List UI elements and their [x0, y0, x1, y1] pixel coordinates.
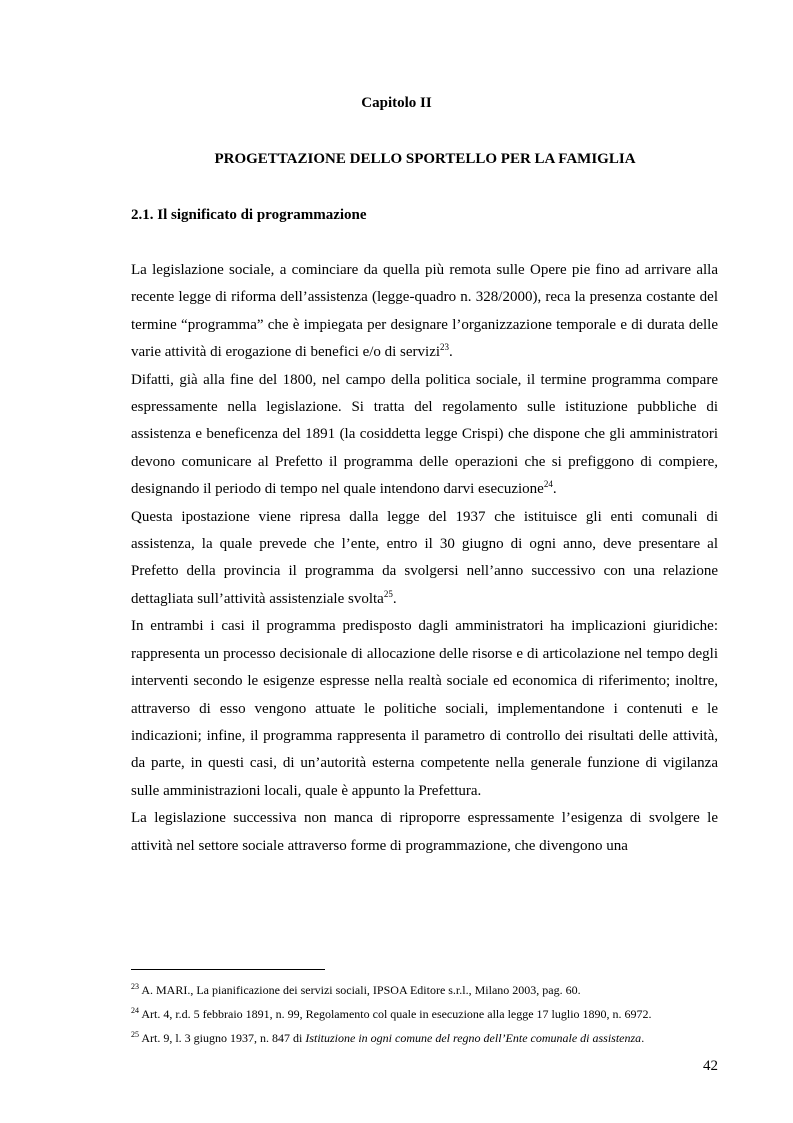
chapter-heading: Capitolo II [361, 95, 432, 111]
chapter-title: PROGETTAZIONE DELLO SPORTELLO PER LA FAMIGLIA [214, 151, 636, 167]
footnote-tail: . [641, 1031, 645, 1045]
footnote [131, 978, 731, 1002]
footnote-text: Art. 9, l. 3 giugno 1937, n. 847 di [139, 1031, 306, 1045]
footnote-number: 25 [131, 1030, 139, 1039]
paragraph-tail: . [392, 590, 397, 607]
footnote-separator [131, 969, 325, 970]
paragraph-text: La legislazione successiva non manca di riproporre espressamente l’esigenza di svolgere le attività nel settore sociale attraverso forme di programmazione, che divengono una [131, 810, 718, 854]
footnotes [131, 978, 731, 1050]
footnote-ref: 24 [543, 479, 553, 490]
paragraph [131, 613, 718, 805]
paragraph-tail: . [552, 481, 557, 498]
paragraph-text: La legislazione sociale, a cominciare da quella più remota sulle Opere pie fino ad arrivare alla recente legge di riforma dell’assistenza (legge-quadro n. 328/2000), reca la presenza costante del termine “programma” che è impiegata per designare l’organizzazione temporale e di durata delle varie attività di erogazione di benefici e/o di servizi [131, 262, 718, 361]
body-text [131, 257, 718, 860]
footnote-italic-title: Istituzione in ogni comune del regno dell’Ente comunale di assistenza [305, 1031, 642, 1045]
footnote-text: A. MARI., La pianificazione dei servizi sociali, IPSOA Editore s.r.l., Milano 2003, pag. 60. [139, 983, 581, 997]
paragraph [131, 805, 718, 860]
paragraph [131, 367, 718, 504]
footnote [131, 1026, 731, 1050]
footnote-ref: 23 [440, 342, 450, 353]
footnote-number: 23 [131, 982, 139, 991]
footnote-ref: 25 [383, 588, 393, 599]
paragraph-text: In entrambi i casi il programma predisposto dagli amministratori ha implicazioni giuridiche: rappresenta un processo decisionale di allocazione delle risorse e di articolazione nel tempo degli interventi secondo le esigenze espresse nella realtà sociale ed economica di riferimento; inoltre, attraverso di esso vengono attuate le politiche sociali, implementandone i contenuti e le indicazioni; infine, il programma rappresenta il parametro di controllo dei risultati delle attività, da parte, in questi casi, di un’autorità esterna competente nella generale funzione di vigilanza sulle amministrazioni locali, quale è appunto la Prefettura. [131, 618, 718, 799]
paragraph-text: Questa ipostazione viene ripresa dalla legge del 1937 che istituisce gli enti comunali di assistenza, la quale prevede che l’ente, entro il 30 giugno di ogni anno, deve presentare al Prefetto della provincia il programma da svolgersi nell’anno successivo con una relazione dettagliata sull’attività assistenziale svolta [131, 508, 718, 607]
paragraph [131, 257, 718, 367]
paragraph [131, 504, 718, 614]
footnote-number: 24 [131, 1006, 139, 1015]
paragraph-tail: . [449, 344, 453, 361]
page-number: 42 [703, 1058, 718, 1074]
paragraph-text: Difatti, già alla fine del 1800, nel campo della politica sociale, il termine programma compare espressamente nella legislazione. Si tratta del regolamento sulle istituzione pubbliche di assistenza e beneficenza del 1891 (la cosiddetta legge Crispi) che dispone che gli amministratori devono comunicare al Prefetto il programma delle operazioni che si prefiggono di compiere, designando il periodo di tempo nel quale intendono darvi esecuzione [131, 371, 718, 498]
section-heading: 2.1. Il significato di programmazione [131, 207, 367, 223]
footnote [131, 1002, 731, 1026]
footnote-text: Art. 4, r.d. 5 febbraio 1891, n. 99, Regolamento col quale in esecuzione alla legge 17 luglio 1890, n. 6972. [139, 1007, 652, 1021]
